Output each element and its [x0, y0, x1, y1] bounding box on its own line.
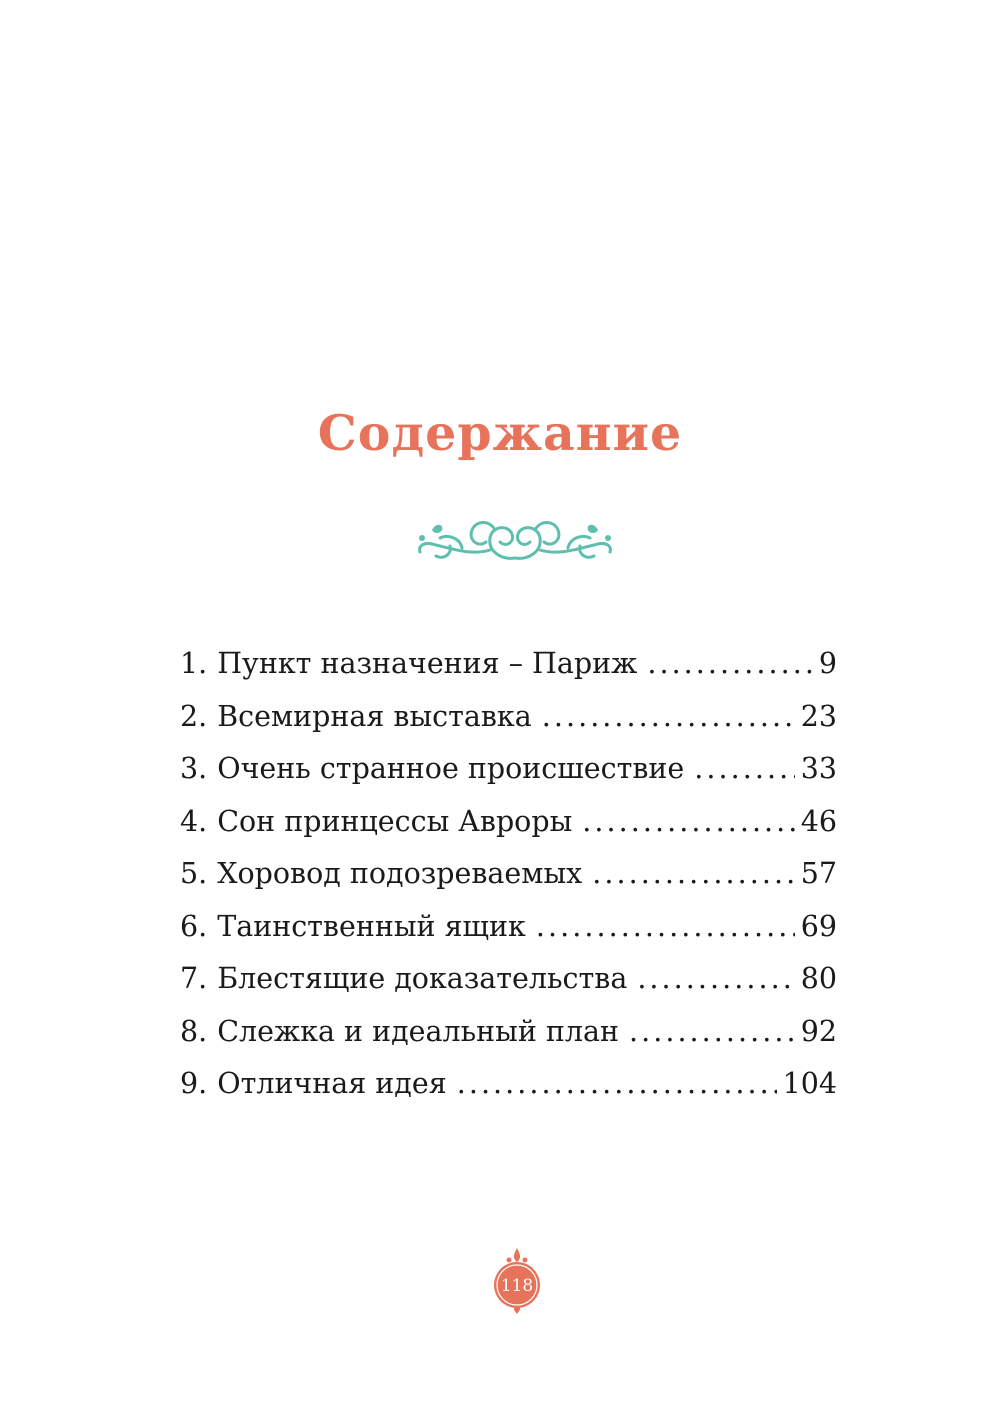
toc-entry-page: 80: [800, 962, 837, 995]
toc-dot-leader: [629, 1006, 795, 1059]
toc-entry[interactable]: [180, 743, 837, 796]
toc-entry-number: 8.: [180, 1014, 208, 1048]
toc-entry-page: 33: [800, 752, 837, 785]
toc-entry-title: Очень странное происшествие: [217, 752, 685, 785]
toc-entry-number: 5.: [180, 857, 208, 890]
toc-entry[interactable]: [180, 796, 837, 849]
decorative-swirl-divider-icon: [410, 508, 620, 572]
toc-entry[interactable]: [180, 691, 837, 744]
table-of-contents: [180, 638, 837, 1111]
toc-entry-number: 2.: [180, 699, 208, 733]
toc-entry-number: 6.: [180, 909, 208, 943]
toc-entry[interactable]: [180, 953, 837, 1006]
toc-dot-leader: [694, 743, 794, 796]
toc-entry-number: 3.: [180, 752, 208, 785]
toc-dot-leader: [457, 1058, 777, 1111]
toc-entry-page: 23: [800, 699, 837, 733]
toc-dot-leader: [637, 953, 794, 1006]
toc-entry-title: Сон принцессы Авроры: [217, 804, 573, 838]
toc-entry-page: 69: [800, 909, 837, 943]
toc-entry[interactable]: [180, 638, 837, 691]
toc-entry-title: Блестящие доказательства: [217, 962, 628, 995]
toc-entry-title: Пункт назначения – Париж: [217, 647, 638, 680]
toc-entry-page: 46: [800, 804, 837, 838]
toc-entry-title: Таинственный ящик: [217, 909, 526, 943]
toc-entry-page: 92: [800, 1014, 837, 1048]
page-number: 118: [500, 1276, 534, 1296]
toc-dot-leader: [542, 691, 795, 744]
toc-entry-page: 57: [800, 857, 837, 890]
toc-entry-title: Отличная идея: [217, 1067, 447, 1100]
toc-entry[interactable]: [180, 1006, 837, 1059]
page-title: Содержание: [317, 404, 683, 462]
toc-entry[interactable]: [180, 901, 837, 954]
toc-entry-number: 1.: [180, 647, 208, 680]
toc-entry-number: 4.: [180, 804, 208, 838]
toc-dot-leader: [536, 901, 795, 954]
toc-entry-page: 104: [782, 1067, 837, 1100]
toc-entry-number: 7.: [180, 962, 208, 995]
toc-dot-leader: [592, 848, 795, 901]
toc-entry-page: 9: [818, 647, 837, 680]
toc-entry-title: Хоровод подозреваемых: [217, 857, 583, 890]
toc-entry[interactable]: [180, 1058, 837, 1111]
toc-entry-title: Всемирная выставка: [217, 699, 532, 733]
toc-entry-title: Слежка и идеальный план: [217, 1014, 619, 1048]
toc-entry[interactable]: [180, 848, 837, 901]
toc-entry-number: 9.: [180, 1067, 208, 1100]
toc-dot-leader: [582, 796, 794, 849]
toc-dot-leader: [647, 638, 813, 691]
